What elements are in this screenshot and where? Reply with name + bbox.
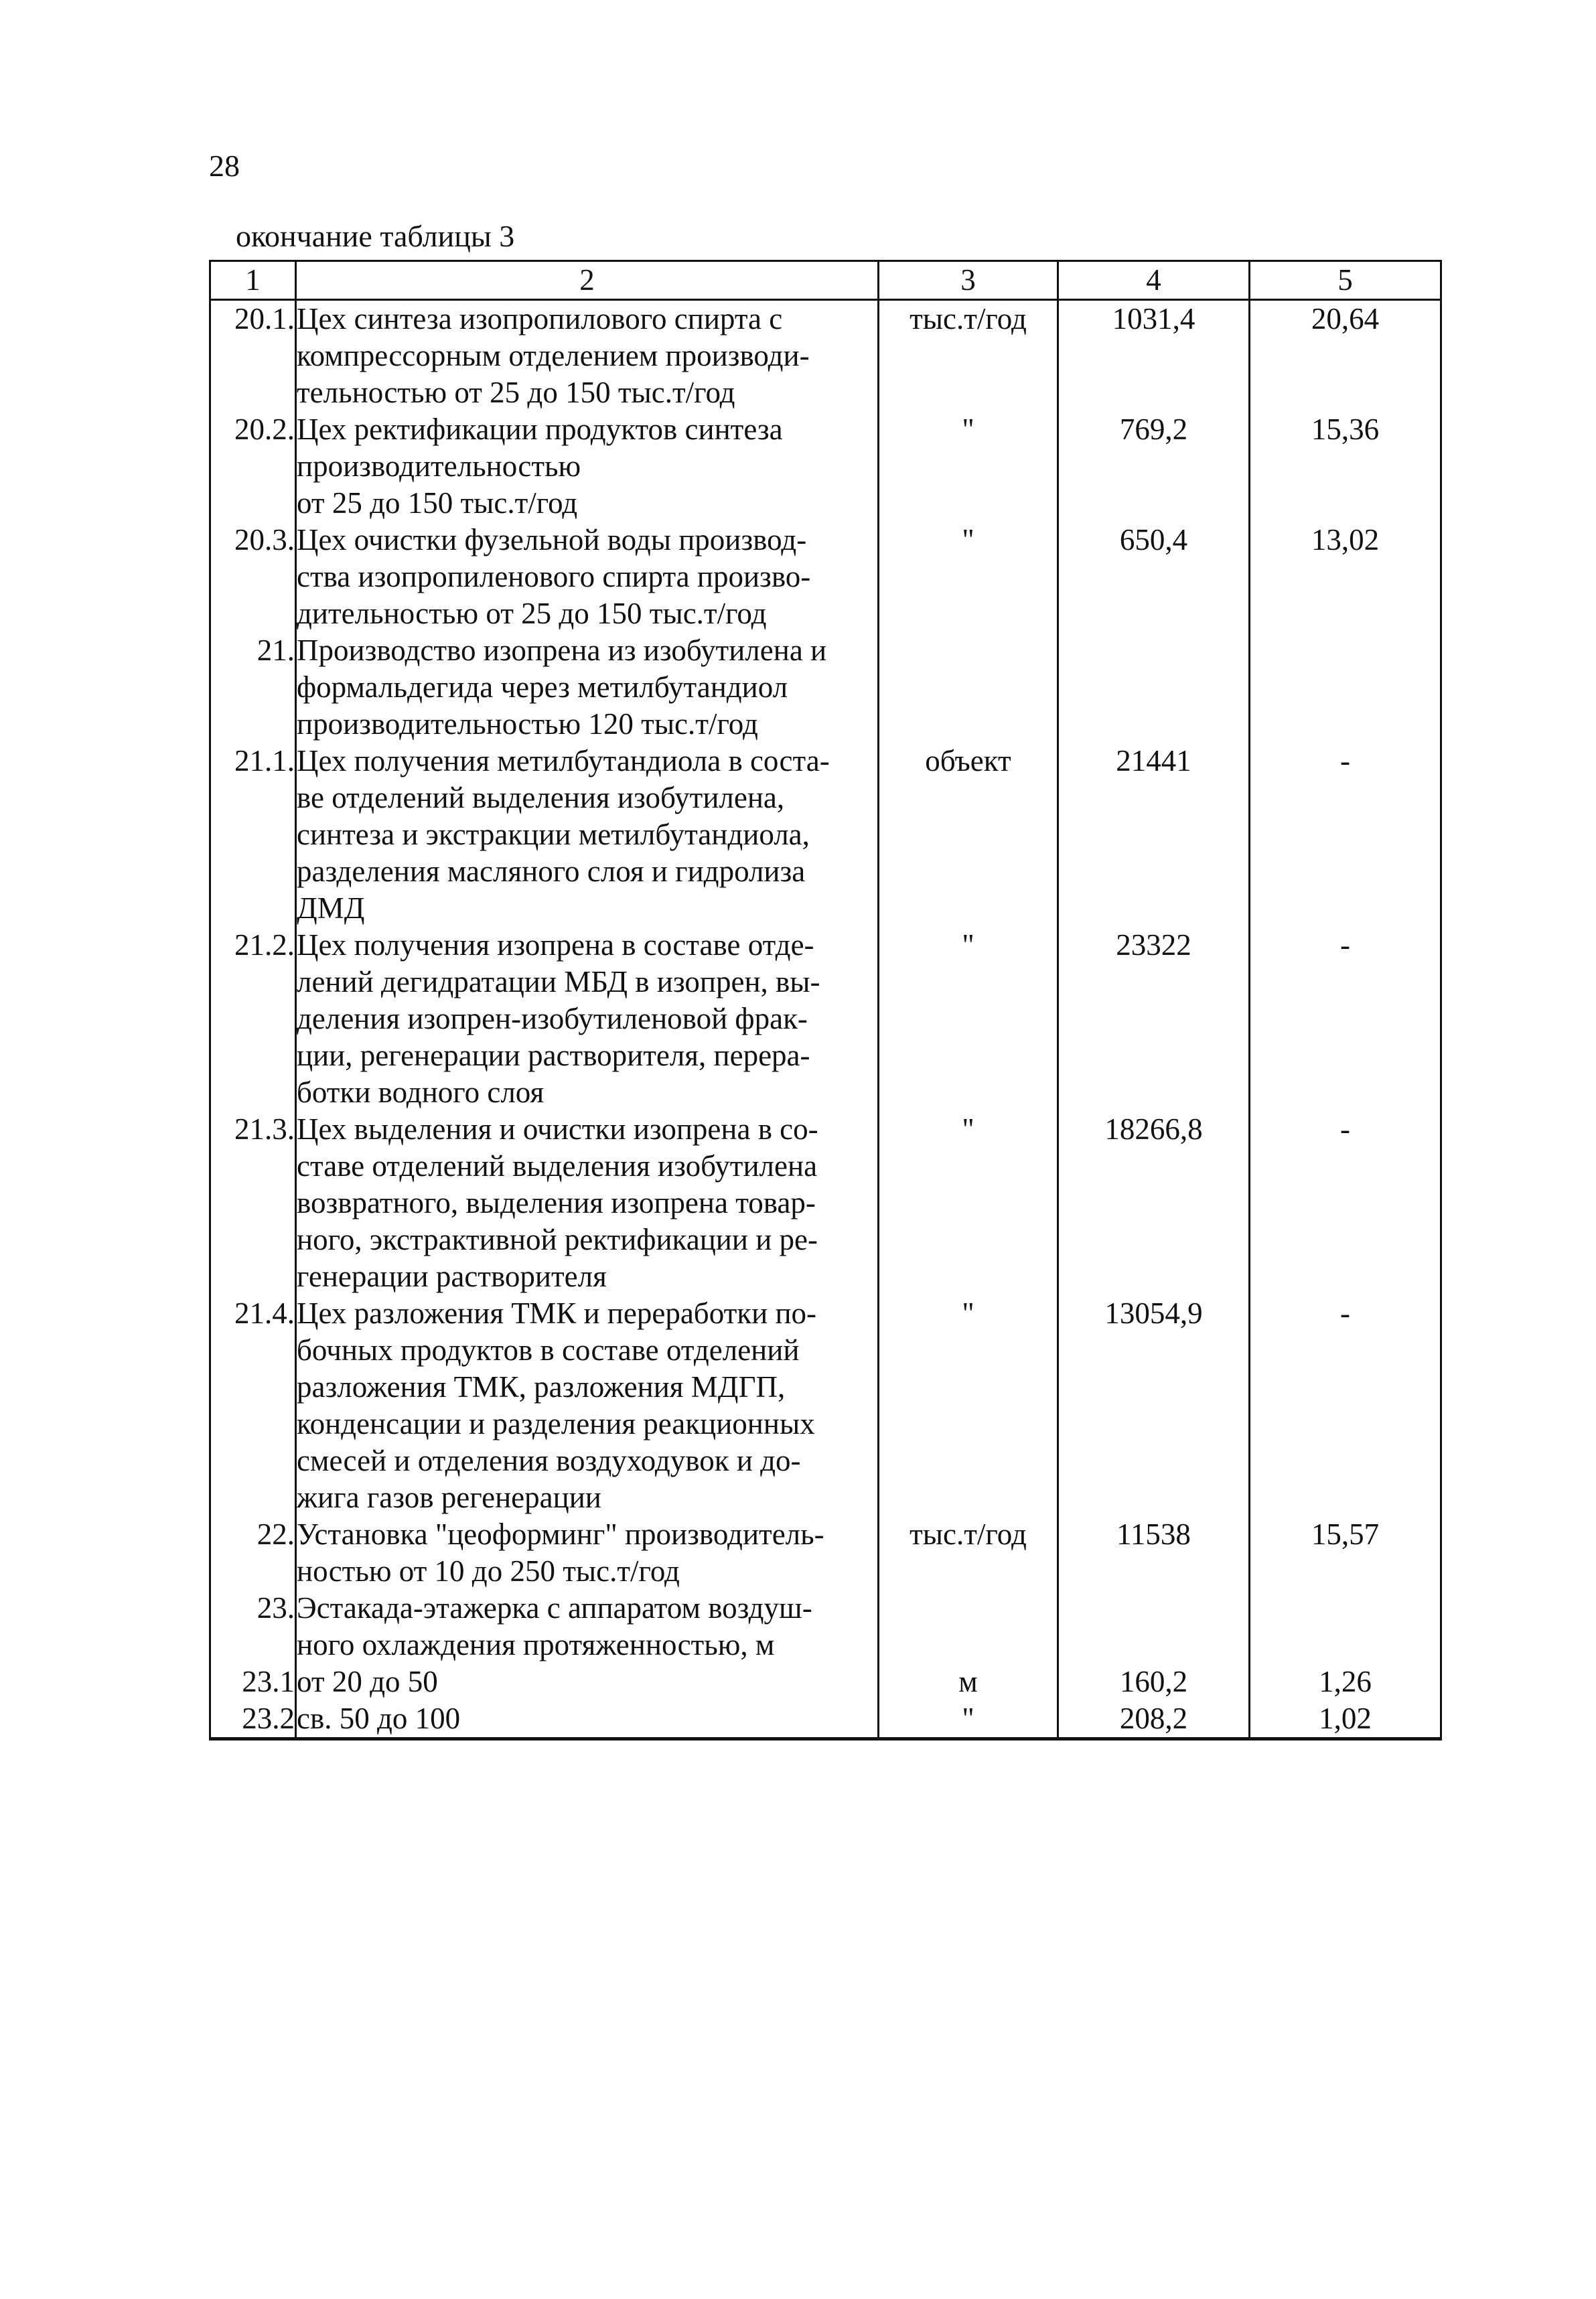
item-description bbox=[296, 522, 879, 632]
description-line: от 20 до 50 bbox=[297, 1665, 438, 1698]
description-line: разделения масляного слоя и гидролиза bbox=[297, 855, 806, 888]
column-header: 1 bbox=[210, 261, 296, 300]
description-line: Цех очистки фузельной воды производ- bbox=[297, 523, 807, 557]
value-col5: - bbox=[1250, 743, 1441, 927]
unit-of-measure: " bbox=[879, 1111, 1058, 1295]
item-number: 21.2. bbox=[210, 927, 296, 1111]
value-col5: 15,36 bbox=[1250, 411, 1441, 522]
description-line: деления изопрен-изобутиленовой фрак- bbox=[297, 1002, 808, 1035]
description-line: ции, регенерации растворителя, перера- bbox=[297, 1039, 810, 1072]
description-line: ве отделений выделения изобутилена, bbox=[297, 781, 785, 814]
unit-of-measure: объект bbox=[879, 743, 1058, 927]
value-col4 bbox=[1058, 1590, 1250, 1663]
item-description bbox=[296, 1663, 879, 1700]
description-line: ного охлаждения протяженностью, м bbox=[297, 1628, 775, 1661]
description-line: ДМД bbox=[297, 891, 365, 925]
value-col4: 160,2 bbox=[1058, 1663, 1250, 1700]
item-number: 23.1 bbox=[210, 1663, 296, 1700]
description-line: компрессорным отделением производи- bbox=[297, 339, 810, 372]
unit-of-measure: м bbox=[879, 1663, 1058, 1700]
unit-of-measure: " bbox=[879, 522, 1058, 632]
description-line: синтеза и экстракции метилбутандиола, bbox=[297, 818, 810, 851]
table-row bbox=[210, 1111, 1441, 1295]
value-col4: 208,2 bbox=[1058, 1700, 1250, 1739]
item-number: 20.3. bbox=[210, 522, 296, 632]
column-header: 5 bbox=[1250, 261, 1441, 300]
description-line: Цех синтеза изопропилового спирта с bbox=[297, 302, 783, 336]
description-line: Эстакада-этажерка с аппаратом воздуш- bbox=[297, 1591, 812, 1625]
page-number: 28 bbox=[209, 149, 240, 183]
value-col5: 13,02 bbox=[1250, 522, 1441, 632]
table-row bbox=[210, 1663, 1441, 1700]
item-description bbox=[296, 411, 879, 522]
item-number: 23. bbox=[210, 1590, 296, 1663]
value-col4: 769,2 bbox=[1058, 411, 1250, 522]
description-line: Цех разложения ТМК и переработки по- bbox=[297, 1296, 817, 1330]
unit-of-measure: " bbox=[879, 1295, 1058, 1516]
description-line: ного, экстрактивной ректификации и ре- bbox=[297, 1223, 818, 1256]
item-number: 20.2. bbox=[210, 411, 296, 522]
table-row bbox=[210, 300, 1441, 412]
table-caption: окончание таблицы 3 bbox=[236, 219, 515, 253]
unit-of-measure: " bbox=[879, 1700, 1058, 1739]
value-col5: 1,26 bbox=[1250, 1663, 1441, 1700]
table-row bbox=[210, 632, 1441, 743]
table-row bbox=[210, 743, 1441, 927]
value-col5 bbox=[1250, 1590, 1441, 1663]
description-line: Цех выделения и очистки изопрена в со- bbox=[297, 1112, 818, 1146]
table-header-row bbox=[210, 261, 1441, 300]
description-line: производительностью 120 тыс.т/год bbox=[297, 707, 758, 741]
item-number: 23.2 bbox=[210, 1700, 296, 1739]
value-col4: 11538 bbox=[1058, 1516, 1250, 1590]
unit-of-measure bbox=[879, 632, 1058, 743]
item-description bbox=[296, 1590, 879, 1663]
column-header: 4 bbox=[1058, 261, 1250, 300]
item-description bbox=[296, 1295, 879, 1516]
value-col4: 18266,8 bbox=[1058, 1111, 1250, 1295]
description-line: дительностью от 25 до 150 тыс.т/год bbox=[297, 597, 767, 630]
unit-of-measure: " bbox=[879, 411, 1058, 522]
description-line: Цех получения метилбутандиола в соста- bbox=[297, 744, 830, 777]
item-description bbox=[296, 1111, 879, 1295]
value-col4 bbox=[1058, 632, 1250, 743]
unit-of-measure bbox=[879, 1590, 1058, 1663]
item-description bbox=[296, 743, 879, 927]
description-line: ставе отделений выделения изобутилена bbox=[297, 1149, 818, 1183]
value-col5: - bbox=[1250, 1111, 1441, 1295]
table-row bbox=[210, 1295, 1441, 1516]
table-row bbox=[210, 1700, 1441, 1739]
description-line: св. 50 до 100 bbox=[297, 1702, 461, 1735]
description-line: лений дегидратации МБД в изопрен, вы- bbox=[297, 965, 820, 998]
unit-of-measure: тыс.т/год bbox=[879, 1516, 1058, 1590]
table-row bbox=[210, 411, 1441, 522]
unit-of-measure: " bbox=[879, 927, 1058, 1111]
description-line: бочных продуктов в составе отделений bbox=[297, 1333, 800, 1367]
value-col4: 1031,4 bbox=[1058, 300, 1250, 412]
description-line: разложения ТМК, разложения МДГП, bbox=[297, 1370, 786, 1404]
item-number: 21.3. bbox=[210, 1111, 296, 1295]
item-number: 21.1. bbox=[210, 743, 296, 927]
item-number: 22. bbox=[210, 1516, 296, 1590]
item-description bbox=[296, 1700, 879, 1739]
value-col5: - bbox=[1250, 1295, 1441, 1516]
description-line: Производство изопрена из изобутилена и bbox=[297, 634, 827, 667]
description-line: ностью от 10 до 250 тыс.т/год bbox=[297, 1554, 680, 1588]
value-col5: 1,02 bbox=[1250, 1700, 1441, 1739]
value-col5: 15,57 bbox=[1250, 1516, 1441, 1590]
table-row bbox=[210, 1516, 1441, 1590]
column-header: 2 bbox=[296, 261, 879, 300]
value-col4: 650,4 bbox=[1058, 522, 1250, 632]
description-line: Установка "цеоформинг" производитель- bbox=[297, 1517, 824, 1551]
item-description bbox=[296, 927, 879, 1111]
table-row bbox=[210, 927, 1441, 1111]
description-line: производительностью bbox=[297, 449, 581, 483]
description-line: Цех ректификации продуктов синтеза bbox=[297, 413, 783, 446]
value-col5: 20,64 bbox=[1250, 300, 1441, 412]
description-line: жига газов регенерации bbox=[297, 1481, 601, 1514]
value-col4: 21441 bbox=[1058, 743, 1250, 927]
value-col4: 13054,9 bbox=[1058, 1295, 1250, 1516]
unit-of-measure: тыс.т/год bbox=[879, 300, 1058, 412]
description-line: тельностью от 25 до 150 тыс.т/год bbox=[297, 376, 735, 409]
value-col4: 23322 bbox=[1058, 927, 1250, 1111]
table-body bbox=[210, 300, 1441, 1739]
data-table bbox=[209, 260, 1442, 1740]
description-line: Цех получения изопрена в составе отде- bbox=[297, 928, 814, 962]
description-line: генерации растворителя bbox=[297, 1260, 607, 1293]
description-line: смесей и отделения воздуходувок и до- bbox=[297, 1444, 801, 1477]
table-row bbox=[210, 1590, 1441, 1663]
description-line: возвратного, выделения изопрена товар- bbox=[297, 1186, 816, 1219]
description-line: ботки водного слоя bbox=[297, 1076, 545, 1109]
item-number: 21.4. bbox=[210, 1295, 296, 1516]
item-description bbox=[296, 1516, 879, 1590]
item-description bbox=[296, 632, 879, 743]
value-col5: - bbox=[1250, 927, 1441, 1111]
description-line: от 25 до 150 тыс.т/год bbox=[297, 486, 578, 520]
value-col5 bbox=[1250, 632, 1441, 743]
description-line: формальдегида через метилбутандиол bbox=[297, 670, 788, 704]
description-line: ства изопропиленового спирта произво- bbox=[297, 560, 811, 593]
item-description bbox=[296, 300, 879, 412]
column-header: 3 bbox=[879, 261, 1058, 300]
item-number: 21. bbox=[210, 632, 296, 743]
description-line: конденсации и разделения реакционных bbox=[297, 1407, 815, 1440]
item-number: 20.1. bbox=[210, 300, 296, 412]
table-row bbox=[210, 522, 1441, 632]
